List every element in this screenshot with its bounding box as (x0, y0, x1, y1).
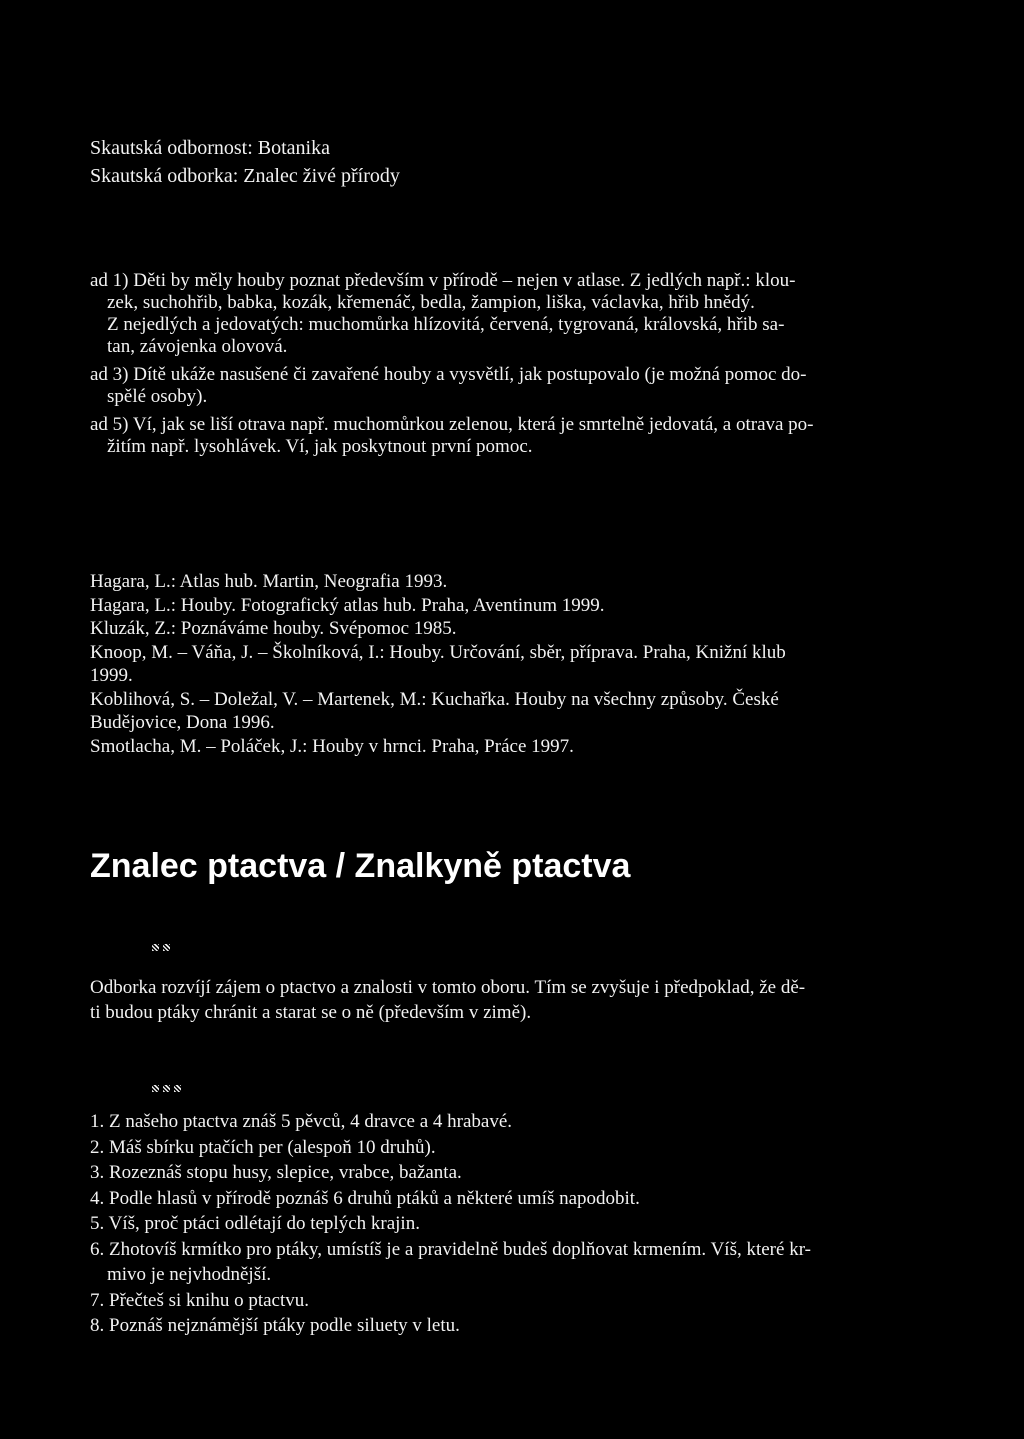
note-line: ad 3) Dítě ukáže nasušené či zavařené houby a vysvětlí, jak postupovalo (je možná pomoc do- (90, 364, 807, 385)
ornament-marks (152, 944, 170, 951)
reference-item: Knoop, M. – Váňa, J. – Školníková, I.: Houby. Určování, sběr, příprava. Praha, Knižní klub (90, 641, 786, 663)
header-line-2: Skautská odborka: Znalec živé přírody (90, 165, 400, 187)
ornament-marks (152, 1085, 181, 1092)
reference-item: Smotlacha, M. – Poláček, J.: Houby v hrnci. Praha, Práce 1997. (90, 735, 574, 757)
document-header (90, 136, 930, 188)
intro-line: ti budou ptáky chránit a starat se o ně (především v zimě). (90, 1002, 532, 1023)
task-item: 6. Zhotovíš krmítko pro ptáky, umístíš je a pravidelně budeš doplňovat krmením. Víš, které kr- (90, 1238, 811, 1260)
header-line-1: Skautská odbornost: Botanika (90, 137, 330, 159)
notes-section (90, 270, 930, 458)
reference-item: Budějovice, Dona 1996. (90, 712, 275, 733)
note-line: ad 1) Děti by měly houby poznat především v přírodě – nejen v atlase. Z jedlých např.: klou- (90, 270, 796, 291)
reference-item: 1999. (90, 665, 133, 686)
note-line: ad 5) Ví, jak se liší otrava např. muchomůrkou zelenou, která je smrtelně jedovatá, a otrava po- (90, 414, 814, 435)
task-item: 1. Z našeho ptactva znáš 5 pěvců, 4 dravce a 4 hrabavé. (90, 1111, 513, 1132)
ornament-mark-icon (152, 944, 159, 951)
task-item: 8. Poznáš nejznámější ptáky podle siluety v letu. (90, 1315, 460, 1336)
task-item: 5. Víš, proč ptáci odlétají do teplých krajin. (90, 1213, 420, 1234)
intro-line: Odborka rozvíjí zájem o ptactvo a znalosti v tomto oboru. Tím se zvyšuje i předpoklad, že dě- (90, 977, 806, 998)
note-line: žitím např. lysohlávek. Ví, jak poskytnout první pomoc. (107, 436, 533, 457)
reference-item: Kluzák, Z.: Poznáváme houby. Svépomoc 1985. (90, 618, 457, 639)
note-line: spělé osoby). (107, 386, 208, 407)
reference-item: Koblihová, S. – Doležal, V. – Martenek, M.: Kuchařka. Houby na všechny způsoby. České (90, 688, 779, 710)
task-item: 4. Podle hlasů v přírodě poznáš 6 druhů ptáků a některé umíš napodobit. (90, 1187, 640, 1209)
reference-item: Hagara, L.: Atlas hub. Martin, Neografia 1993. (90, 571, 448, 592)
task-item-continuation: mivo je nejvhodnější. (107, 1264, 272, 1285)
reference-item: Hagara, L.: Houby. Fotografický atlas hub. Praha, Aventinum 1999. (90, 594, 605, 616)
ornament-mark-icon (152, 1085, 159, 1092)
note-line: tan, závojenka olovová. (107, 336, 288, 357)
task-item: 3. Rozeznáš stopu husy, slepice, vrabce, bažanta. (90, 1162, 462, 1183)
task-item: 7. Přečteš si knihu o ptactvu. (90, 1289, 309, 1311)
note-line: Z nejedlých a jedovatých: muchomůrka hlízovitá, červená, tygrovaná, královská, hřib sa- (107, 314, 785, 335)
tasks-list (90, 1109, 930, 1339)
intro-section (90, 975, 930, 1025)
section-title: Znalec ptactva / Znalkyně ptactva (90, 847, 631, 885)
references-section (90, 570, 930, 758)
ornament-mark-icon (174, 1085, 181, 1092)
ornament-mark-icon (163, 944, 170, 951)
ornament-mark-icon (163, 1085, 170, 1092)
task-item: 2. Máš sbírku ptačích per (alespoň 10 druhů). (90, 1136, 436, 1158)
note-line: zek, suchohřib, babka, kozák, křemenáč, bedla, žampion, liška, václavka, hřib hnědý. (107, 292, 755, 313)
